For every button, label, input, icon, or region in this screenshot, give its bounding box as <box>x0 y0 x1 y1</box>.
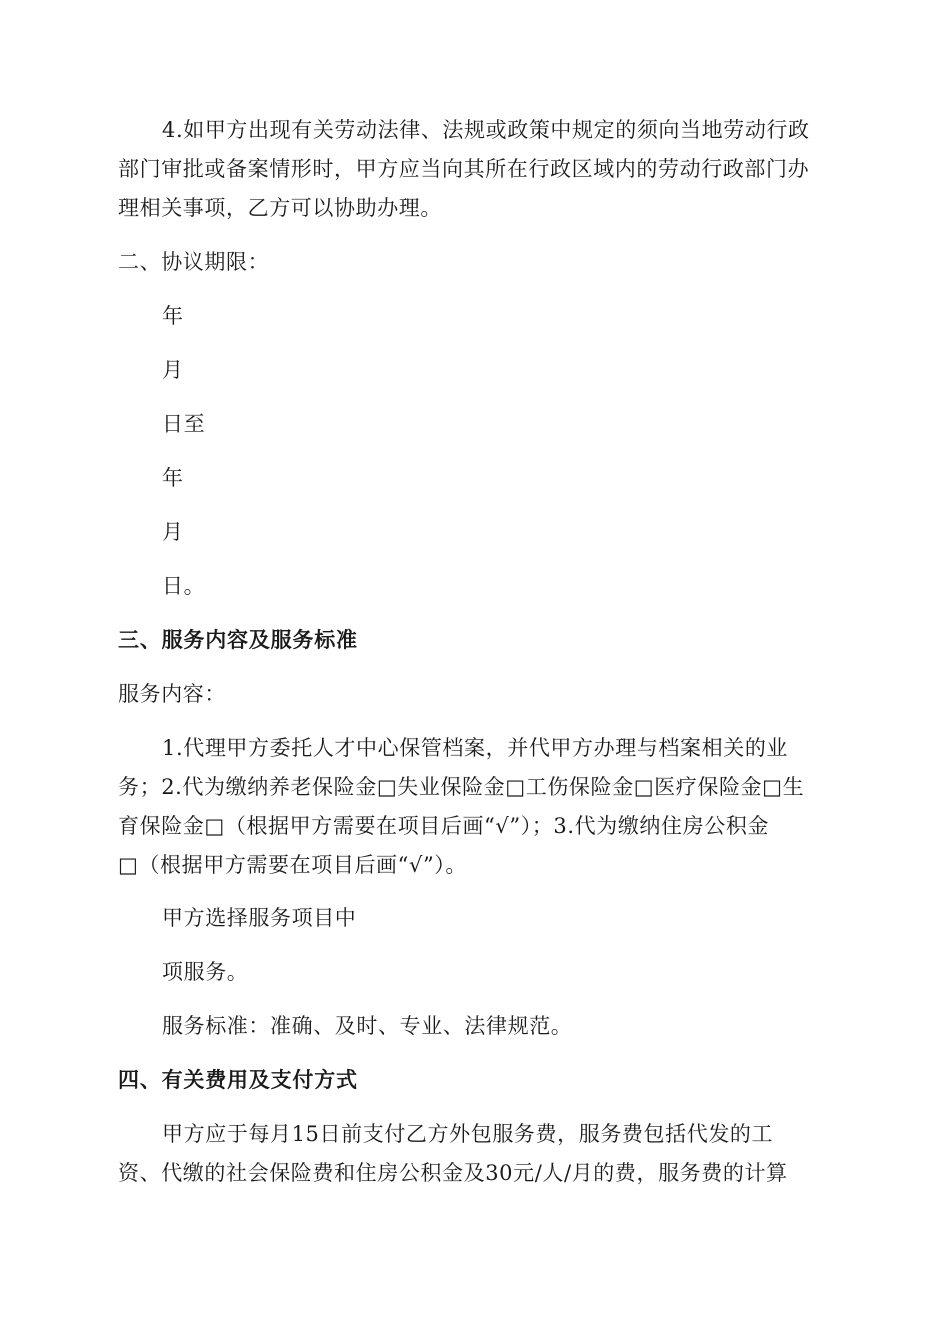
service-choice-line-1: 甲方选择服务项目中 <box>162 906 357 930</box>
term-month-start: 月 <box>162 358 184 382</box>
service-paragraph-line-1: 1.代理甲方委托人才中心保管档案，并代甲方办理与档案相关的业 <box>162 736 789 760</box>
service-paragraph-line-3: 育保险金□（根据甲方需要在项目后画“√”）；3.代为缴纳住房公积金 <box>118 814 770 838</box>
service-choice-line-2: 项服务。 <box>162 960 249 984</box>
service-standard: 服务标准：准确、及时、专业、法律规范。 <box>162 1014 573 1038</box>
section-3-title: 三、服务内容及服务标准 <box>118 627 358 652</box>
term-year-end: 年 <box>162 466 184 490</box>
fee-paragraph-line-1: 甲方应于每月15日前支付乙方外包服务费，服务费包括代发的工 <box>162 1122 774 1146</box>
term-day-end: 日。 <box>162 574 206 598</box>
section-3-subtitle: 服务内容： <box>118 682 226 706</box>
service-paragraph-line-4: □（根据甲方需要在项目后画“√”）。 <box>118 853 467 877</box>
section-2-title: 二、协议期限： <box>118 250 270 274</box>
clause-4-line-1: 4.如甲方出现有关劳动法律、法规或政策中规定的须向当地劳动行政 <box>162 118 810 142</box>
fee-paragraph-line-2: 资、代缴的社会保险费和住房公积金及30元/人/月的费，服务费的计算 <box>118 1161 788 1185</box>
section-4-title: 四、有关费用及支付方式 <box>118 1067 358 1092</box>
term-month-end: 月 <box>162 520 184 544</box>
clause-4-line-3: 理相关事项，乙方可以协助办理。 <box>118 196 442 220</box>
term-day-start: 日至 <box>162 412 206 436</box>
clause-4-line-2: 部门审批或备案情形时，甲方应当向其所在行政区域内的劳动行政部门办 <box>118 157 810 181</box>
service-paragraph-line-2: 务；2.代为缴纳养老保险金□失业保险金□工伤保险金□医疗保险金□生 <box>118 775 805 799</box>
term-year-start: 年 <box>162 304 184 328</box>
